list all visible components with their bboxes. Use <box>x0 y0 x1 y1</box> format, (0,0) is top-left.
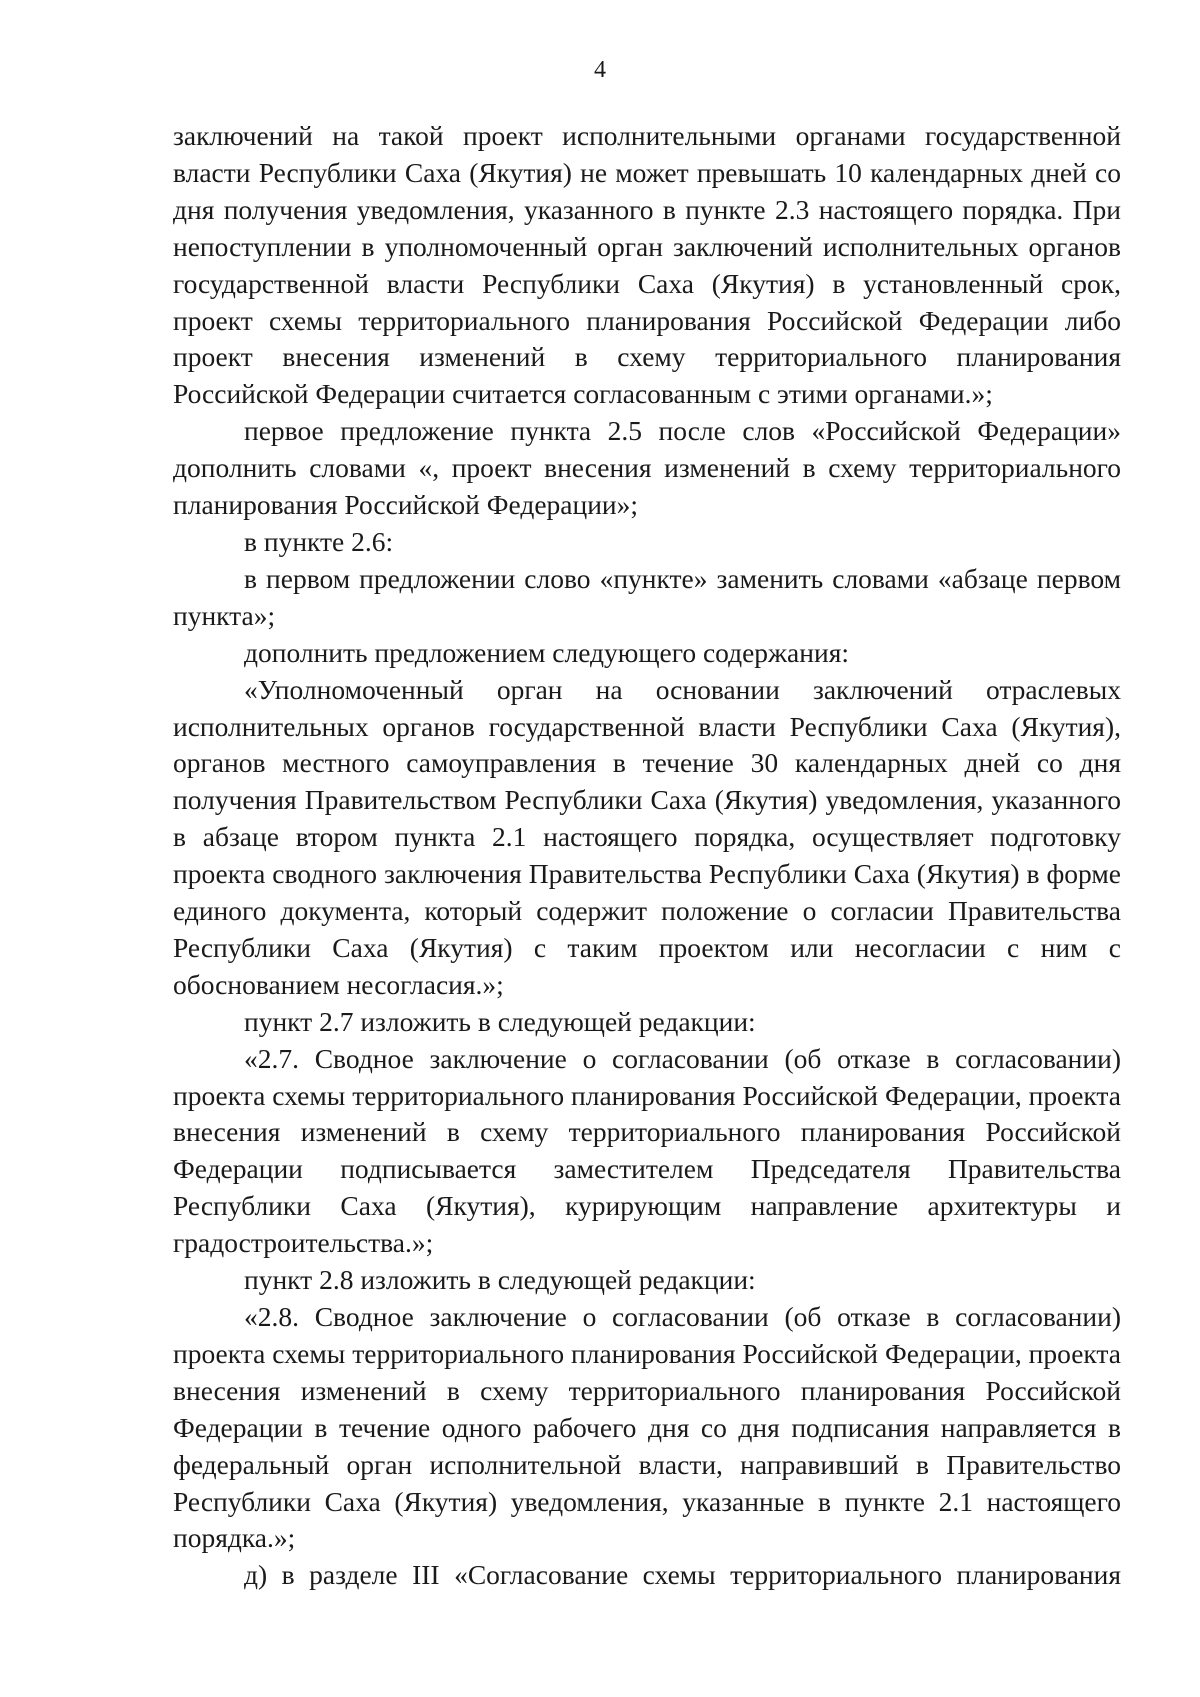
paragraph-section-iii: д) в разделе III «Согласование схемы территориального планирования <box>244 1559 1121 1591</box>
paragraph-point-2-8-heading: пункт 2.8 изложить в следующей редакции: <box>244 1264 756 1296</box>
paragraph-replace-word: в первом предложении слово «пункте» заменить словами «абзаце первом пункта»; <box>173 562 1121 631</box>
paragraph-quoted-authorized-body: «Уполномоченный орган на основании заключений отраслевых исполнительных органов государственной власти Республики Саха (Якутия), органов местного самоуправления в течение 30 календарных дней со дня получения Правительством Республики Саха (Якутия) уведомления, указанного в абзаце втором пункта 2.1 настоящего порядка, осуществляет подготовку проекта сводного заключения Правительства Республики Саха (Якутия) в форме единого документа, который содержит положение о согласии Правительства Республики Саха (Якутия) с таким проектом или несогласии с ним с обоснованием несогласия.»; <box>173 673 1121 1000</box>
paragraph-in-point-2-6: в пункте 2.6: <box>244 525 394 557</box>
paragraph-point-2-7-heading: пункт 2.7 изложить в следующей редакции: <box>244 1005 756 1037</box>
document-body <box>173 118 1121 1594</box>
page-number: 4 <box>594 57 606 83</box>
paragraph-continuation: заключений на такой проект исполнительными органами государственной власти Республики Саха (Якутия) не может превышать 10 календарных дней со дня получения уведомления, указанного в пункте 2.3 настоящего порядка. При непоступлении в уполномоченный орган заключений исполнительных органов государственной власти Республики Саха (Якутия) в установленный срок, проект схемы территориального планирования Российской Федерации либо проект внесения изменений в схему территориального планирования Российской Федерации считается согласованным с этими органами.»; <box>173 120 1121 410</box>
paragraph-amendment-2-5: первое предложение пункта 2.5 после слов «Российской Федерации» дополнить словами «, проект внесения изменений в схему территориального планирования Российской Федерации»; <box>173 415 1121 521</box>
paragraph-point-2-8-text: «2.8. Сводное заключение о согласовании (об отказе в согласовании) проекта схемы территориального планирования Российской Федерации, проекта внесения изменений в схему территориального планирования Российской Федерации в течение одного рабочего дня со дня подписания направляется в федеральный орган исполнительной власти, направивший в Правительство Республики Саха (Якутия) уведомления, указанные в пункте 2.1 настоящего порядка.»; <box>173 1301 1121 1554</box>
paragraph-add-sentence: дополнить предложением следующего содержания: <box>244 636 849 668</box>
paragraph-point-2-7-text: «2.7. Сводное заключение о согласовании (об отказе в согласовании) проекта схемы территориального планирования Российской Федерации, проекта внесения изменений в схему территориального планирования Российской Федерации подписывается заместителем Председателя Правительства Республики Саха (Якутия), курирующим направление архитектуры и градостроительства.»; <box>173 1042 1121 1259</box>
